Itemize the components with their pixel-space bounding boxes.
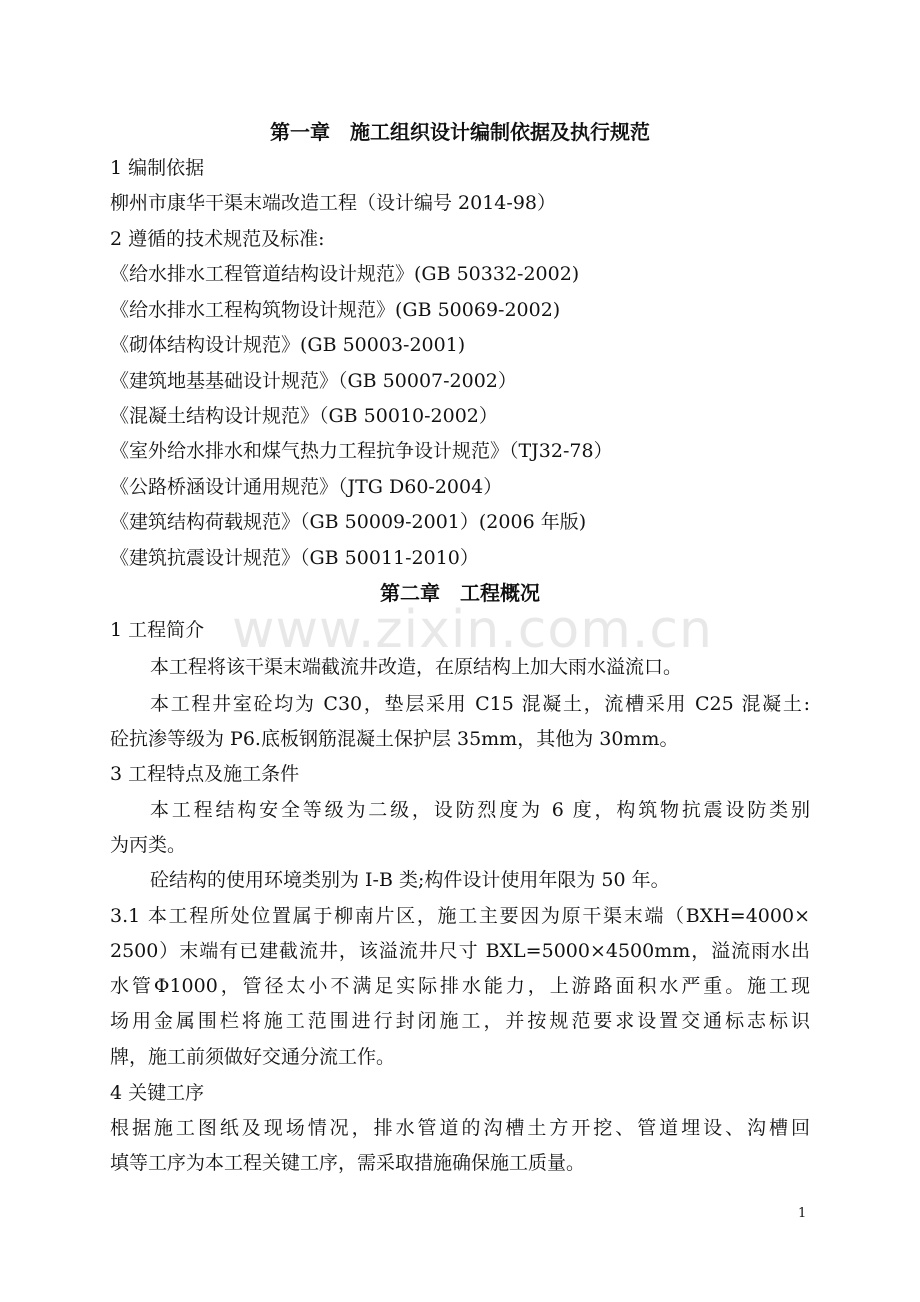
standard-item: 《建筑抗震设计规范》（GB 50011-2010） — [110, 547, 479, 569]
paragraph-3-1-line-3: 水管Φ1000，管径太小不满足实际排水能力，上游路面积水严重。施工现 — [110, 975, 810, 997]
overview-paragraph-2-line-1: 本工程井室砼均为 C30，垫层采用 C15 混凝土，流槽采用 C25 混凝土: — [150, 693, 810, 715]
standard-item: 《公路桥涵设计通用规范》（JTG D60-2004） — [110, 476, 503, 498]
section-heading-features: 3 工程特点及施工条件 — [110, 763, 300, 785]
page-number: 1 — [798, 1206, 807, 1221]
key-process-line-2: 填等工序为本工程关键工序，需采取措施确保施工质量。 — [110, 1152, 586, 1174]
features-paragraph-1-line-1: 本工程结构安全等级为二级，设防烈度为 6 度，构筑物抗震设防类别 — [150, 799, 810, 821]
paragraph-3-1-line-1: 3.1 本工程所处位置属于柳南片区，施工主要因为原干渠末端（BXH=4000× — [110, 905, 810, 927]
project-line: 柳州市康华干渠末端改造工程（设计编号 2014-98） — [110, 192, 556, 214]
paragraph-3-1-line-4: 场用金属围栏将施工范围进行封闭施工，并按规范要求设置交通标志标识 — [110, 1010, 810, 1032]
key-process-line-1: 根据施工图纸及现场情况，排水管道的沟槽土方开挖、管道埋设、沟槽回 — [110, 1117, 810, 1139]
features-paragraph-2: 砼结构的使用环境类别为 I-B 类;构件设计使用年限为 50 年。 — [150, 869, 670, 891]
standard-item: 《砌体结构设计规范》(GB 50003-2001) — [110, 334, 466, 356]
section-heading-basis: 1 编制依据 — [110, 157, 205, 179]
section-heading-key-process: 4 关键工序 — [110, 1082, 205, 1104]
chapter2-title: 第二章 工程概况 — [380, 581, 540, 605]
paragraph-3-1-line-2: 2500）末端有已建截流井，该溢流井尺寸 BXL=5000×4500mm，溢流雨水出 — [110, 940, 810, 962]
standard-item: 《给水排水工程管道结构设计规范》(GB 50332-2002) — [110, 263, 580, 285]
features-paragraph-1-line-2: 为丙类。 — [110, 834, 187, 856]
paragraph-3-1-line-5: 牌，施工前须做好交通分流工作。 — [110, 1046, 396, 1068]
section-heading-standards: 2 遵循的技术规范及标准: — [110, 228, 325, 250]
standard-item: 《混凝土结构设计规范》（GB 50010-2002） — [110, 405, 498, 427]
section-heading-overview: 1 工程简介 — [110, 619, 205, 641]
chapter1-title: 第一章 施工组织设计编制依据及执行规范 — [270, 120, 650, 144]
overview-paragraph-2-line-2: 砼抗渗等级为 P6.底板钢筋混凝土保护层 35mm，其他为 30mm。 — [110, 728, 679, 750]
overview-paragraph-1: 本工程将该干渠末端截流井改造，在原结构上加大雨水溢流口。 — [150, 656, 683, 678]
standard-item: 《室外给水排水和煤气热力工程抗争设计规范》（TJ32-78） — [110, 440, 613, 462]
standard-item: 《建筑地基基础设计规范》（GB 50007-2002） — [110, 370, 517, 392]
standard-item: 《建筑结构荷载规范》（GB 50009-2001）(2006 年版) — [110, 511, 587, 533]
standard-item: 《给水排水工程构筑物设计规范》(GB 50069-2002) — [110, 299, 561, 321]
watermark: www.zixin.com.cn — [232, 600, 713, 660]
